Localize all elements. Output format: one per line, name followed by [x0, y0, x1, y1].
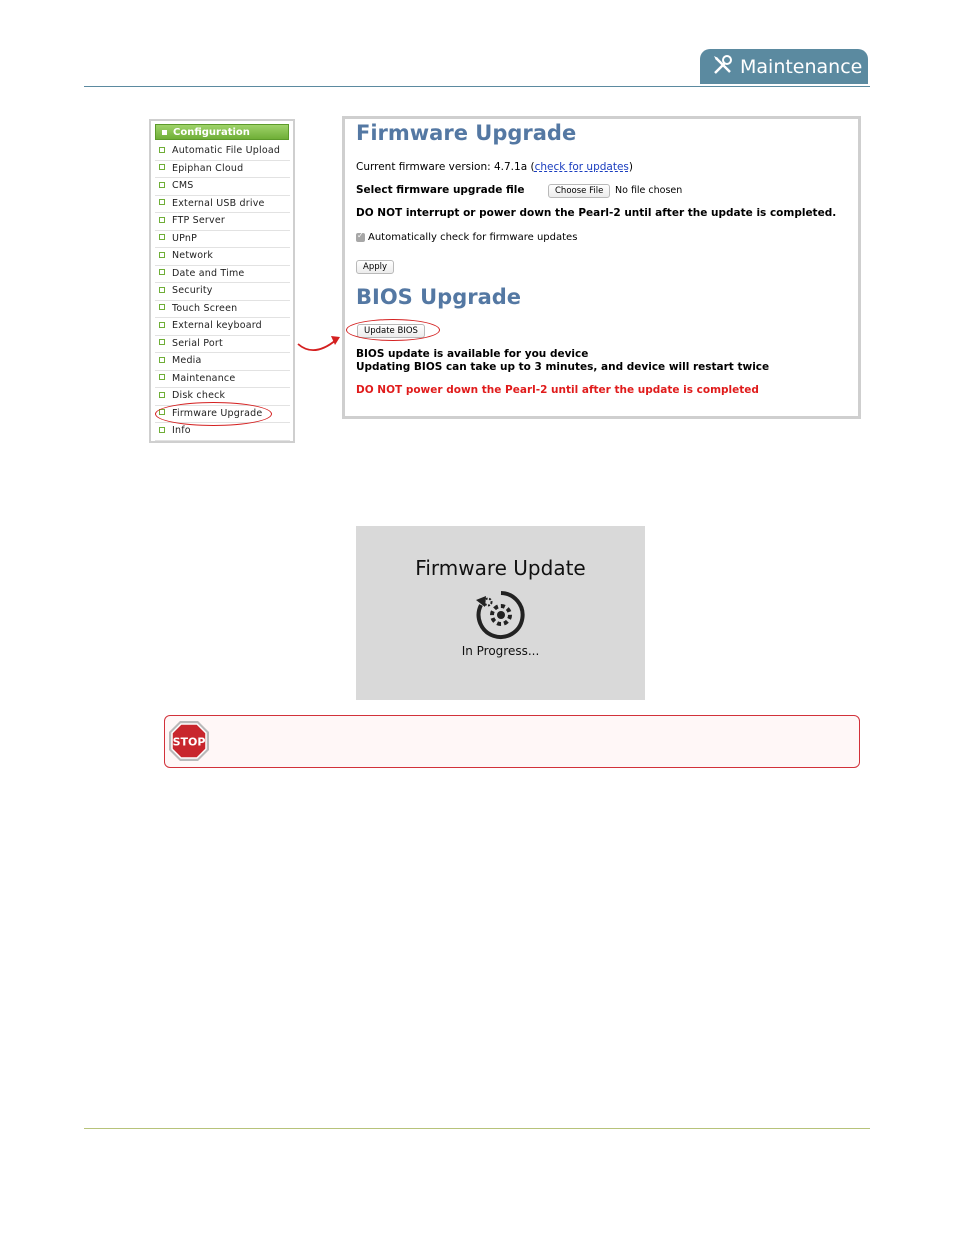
sidebar-item-maintenance[interactable]: Maintenance — [155, 371, 290, 389]
update-progress-icon — [474, 588, 528, 642]
bios-power-warning: DO NOT power down the Pearl-2 until after the update is completed — [356, 384, 759, 396]
select-file-label: Select firmware upgrade file — [356, 184, 525, 196]
config-sidebar — [149, 119, 295, 443]
interrupt-warning: DO NOT interrupt or power down the Pearl-2 until after the update is completed. — [356, 207, 837, 219]
update-bios-button[interactable]: Update BIOS — [357, 324, 425, 338]
stop-notice — [164, 715, 860, 768]
sidebar-item-epiphan-cloud[interactable]: Epiphan Cloud — [155, 161, 290, 179]
highlight-circle-firmware — [155, 402, 272, 426]
firmware-title: Firmware Upgrade — [356, 121, 577, 145]
sidebar-section-header[interactable]: Configuration — [155, 124, 289, 140]
update-status: In Progress... — [461, 644, 540, 658]
sidebar-item-disk-check[interactable]: Disk check — [155, 388, 290, 406]
stop-sign-icon — [167, 719, 211, 763]
sidebar-item-date-time[interactable]: Date and Time — [155, 266, 290, 284]
sidebar-item-info[interactable]: Info — [155, 423, 290, 441]
current-version: Current firmware version: 4.7.1a (check for updates) — [356, 161, 634, 173]
bios-title: BIOS Upgrade — [356, 285, 522, 309]
auto-check-row[interactable]: ✓Automatically check for firmware updates — [356, 232, 577, 243]
firmware-update-screen — [356, 526, 645, 700]
choose-file-button[interactable]: Choose File — [548, 184, 610, 198]
apply-button[interactable]: Apply — [356, 260, 394, 274]
pointer-arrow-icon — [296, 330, 344, 356]
highlight-circle-bios — [346, 319, 440, 341]
firmware-panel — [342, 116, 861, 419]
update-screen-title: Firmware Update — [415, 556, 586, 580]
maintenance-tab — [700, 49, 868, 84]
no-file-text: No file chosen — [615, 185, 683, 196]
bios-available-text: BIOS update is available for you device — [356, 348, 589, 360]
footer-divider — [84, 1128, 870, 1129]
sidebar-item-ftp-server[interactable]: FTP Server — [155, 213, 290, 231]
sidebar-item-automatic-file-upload[interactable]: Automatic File Upload — [155, 143, 290, 161]
sidebar-item-media[interactable]: Media — [155, 353, 290, 371]
sidebar-item-cms[interactable]: CMS — [155, 178, 290, 196]
sidebar-item-security[interactable]: Security — [155, 283, 290, 301]
sidebar-list — [155, 143, 290, 441]
tab-title: Maintenance — [740, 55, 863, 78]
auto-check-checkbox[interactable] — [356, 233, 365, 242]
sidebar-item-touch-screen[interactable]: Touch Screen — [155, 301, 290, 319]
sidebar-item-network[interactable]: Network — [155, 248, 290, 266]
sidebar-item-external-usb[interactable]: External USB drive — [155, 196, 290, 214]
header-divider — [84, 86, 870, 87]
stop-sign-text: STOP — [172, 735, 206, 749]
check-updates-link[interactable]: check for updates — [534, 161, 629, 173]
sidebar-item-external-keyboard[interactable]: External keyboard — [155, 318, 290, 336]
tools-icon — [712, 54, 734, 80]
sidebar-item-upnp[interactable]: UPnP — [155, 231, 290, 249]
sidebar-item-serial-port[interactable]: Serial Port — [155, 336, 290, 354]
bios-restart-text: Updating BIOS can take up to 3 minutes, and device will restart twice — [356, 361, 770, 373]
sidebar-item-firmware-upgrade[interactable]: Firmware Upgrade — [155, 406, 290, 424]
